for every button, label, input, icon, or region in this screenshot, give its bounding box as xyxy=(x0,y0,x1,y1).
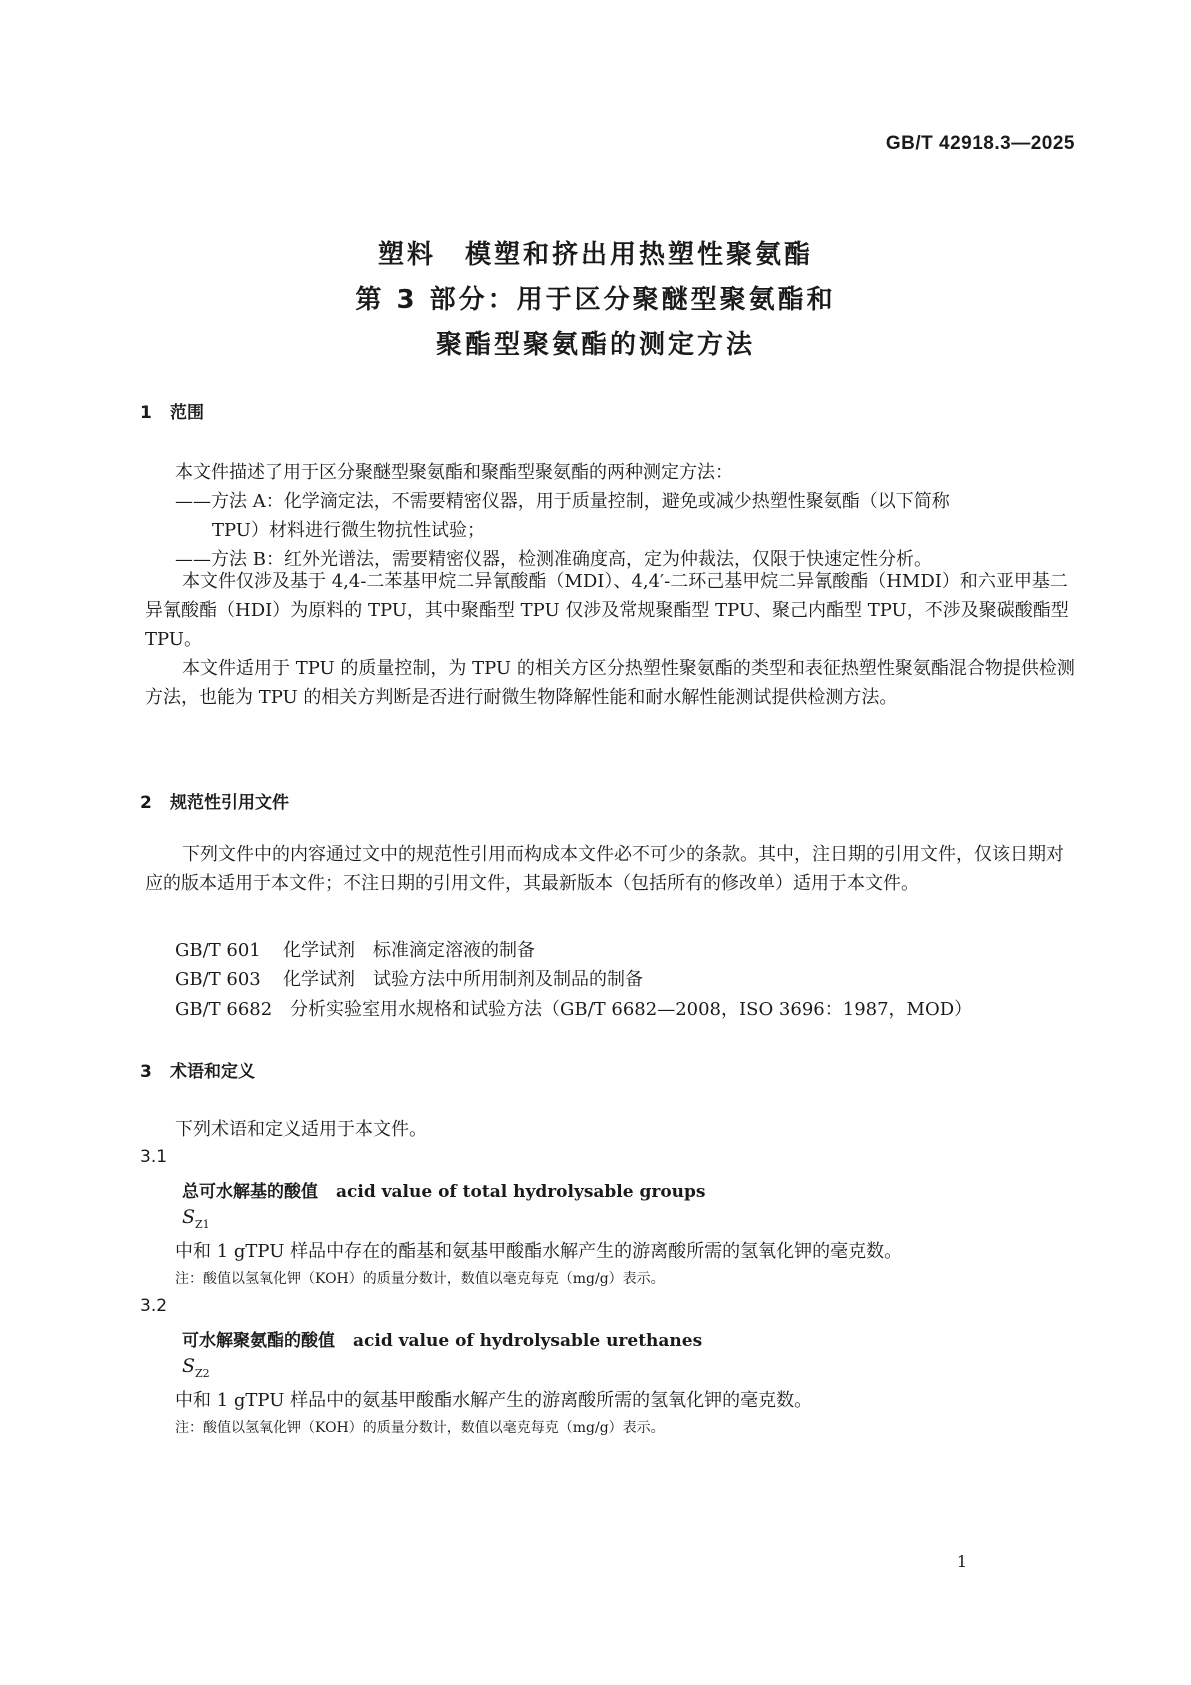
term-zh: 可水解聚氨酯的酸值 xyxy=(182,1331,335,1351)
reference-title: 分析实验室用水规格和试验方法（GB/T 6682—2008，ISO 3696：1987，MOD） xyxy=(290,999,973,1020)
reference-item xyxy=(175,995,972,1021)
reference-code: GB/T 6682 xyxy=(175,999,273,1020)
method-a-line-1: ——方法 A：化学滴定法，不需要精密仪器，用于质量控制，避免或减少热塑性聚氨酯（以下简称 xyxy=(175,491,950,512)
method-a-line-2: TPU）材料进行微生物抗性试验； xyxy=(212,520,485,541)
section-1-heading xyxy=(140,398,204,423)
term-zh: 总可水解基的酸值 xyxy=(182,1182,318,1202)
term-note: 注：酸值以氢氧化钾（KOH）的质量分数计，数值以毫克每克（mg/g）表示。 xyxy=(175,1420,665,1436)
term-definition: 中和 1 gTPU 样品中存在的酯基和氨基甲酸酯水解产生的游离酸所需的氢氧化钾的毫克数。 xyxy=(175,1241,903,1262)
reference-item xyxy=(175,936,535,962)
scope-intro: 本文件描述了用于区分聚醚型聚氨酯和聚酯型聚氨酯的两种测定方法： xyxy=(175,462,733,483)
normative-refs-paragraph: 下列文件中的内容通过文中的规范性引用而构成本文件必不可少的条款。其中，注日期的引用文件，仅该日期对应的版本适用于本文件；不注日期的引用文件，其最新版本（包括所有的修改单）适用于本文件。 xyxy=(145,844,1064,894)
term-number: 3.1 xyxy=(140,1147,168,1167)
term-en: acid value of hydrolysable urethanes xyxy=(353,1331,703,1351)
term-en: acid value of total hydrolysable groups xyxy=(336,1182,706,1202)
term-symbol: $S_{Z1}$ xyxy=(182,1206,210,1231)
scope-paragraph-3: 本文件适用于 TPU 的质量控制，为 TPU 的相关方区分热塑性聚氨酯的类型和表征热塑性聚氨酯混合物提供检测方法，也能为 TPU 的相关方判断是否进行耐微生物降解性能和耐水解性能测试提供检测方法。 xyxy=(145,658,1075,708)
term-heading xyxy=(182,1326,702,1351)
scope-paragraph-2: 本文件仅涉及基于 4,4-二苯基甲烷二异氰酸酯（MDI）、4,4′-二环己基甲烷二异氰酸酯（HMDI）和六亚甲基二异氰酸酯（HDI）为原料的 TPU，其中聚酯型 TPU 仅涉及常规聚酯型 TPU、聚己内酯型 TPU，不涉及聚碳酸酯型 TPU。 xyxy=(145,571,1069,650)
reference-item xyxy=(175,965,643,991)
section-number: 3 xyxy=(140,1062,152,1082)
document-title-line-2: 第 3 部分：用于区分聚醚型聚氨酯和 xyxy=(355,285,836,315)
section-title: 术语和定义 xyxy=(170,1062,255,1082)
reference-title: 化学试剂 标准滴定溶液的制备 xyxy=(283,940,535,961)
term-symbol: $S_{Z2}$ xyxy=(182,1355,210,1380)
section-number: 1 xyxy=(140,403,152,423)
term-definition: 中和 1 gTPU 样品中的氨基甲酸酯水解产生的游离酸所需的氢氧化钾的毫克数。 xyxy=(175,1390,813,1411)
reference-code: GB/T 603 xyxy=(175,969,261,990)
method-b: ——方法 B：红外光谱法，需要精密仪器，检测准确度高，定为仲裁法，仅限于快速定性分析。 xyxy=(175,549,932,570)
standard-code: GB/T 42918.3—2025 xyxy=(885,133,1075,154)
term-number: 3.2 xyxy=(140,1296,168,1316)
document-title-line-3: 聚酯型聚氨酯的测定方法 xyxy=(435,330,755,360)
reference-code: GB/T 601 xyxy=(175,940,261,961)
term-note: 注：酸值以氢氧化钾（KOH）的质量分数计，数值以毫克每克（mg/g）表示。 xyxy=(175,1271,665,1287)
page-number: 1 xyxy=(956,1552,967,1571)
reference-title: 化学试剂 试验方法中所用制剂及制品的制备 xyxy=(283,969,643,990)
section-number: 2 xyxy=(140,793,152,813)
term-heading xyxy=(182,1177,706,1202)
terms-intro: 下列术语和定义适用于本文件。 xyxy=(175,1119,427,1140)
section-title: 规范性引用文件 xyxy=(170,793,289,813)
section-2-heading xyxy=(140,788,289,813)
section-3-heading xyxy=(140,1057,255,1082)
section-title: 范围 xyxy=(170,403,204,423)
document-title-line-1: 塑料 模塑和挤出用热塑性聚氨酯 xyxy=(377,240,813,270)
